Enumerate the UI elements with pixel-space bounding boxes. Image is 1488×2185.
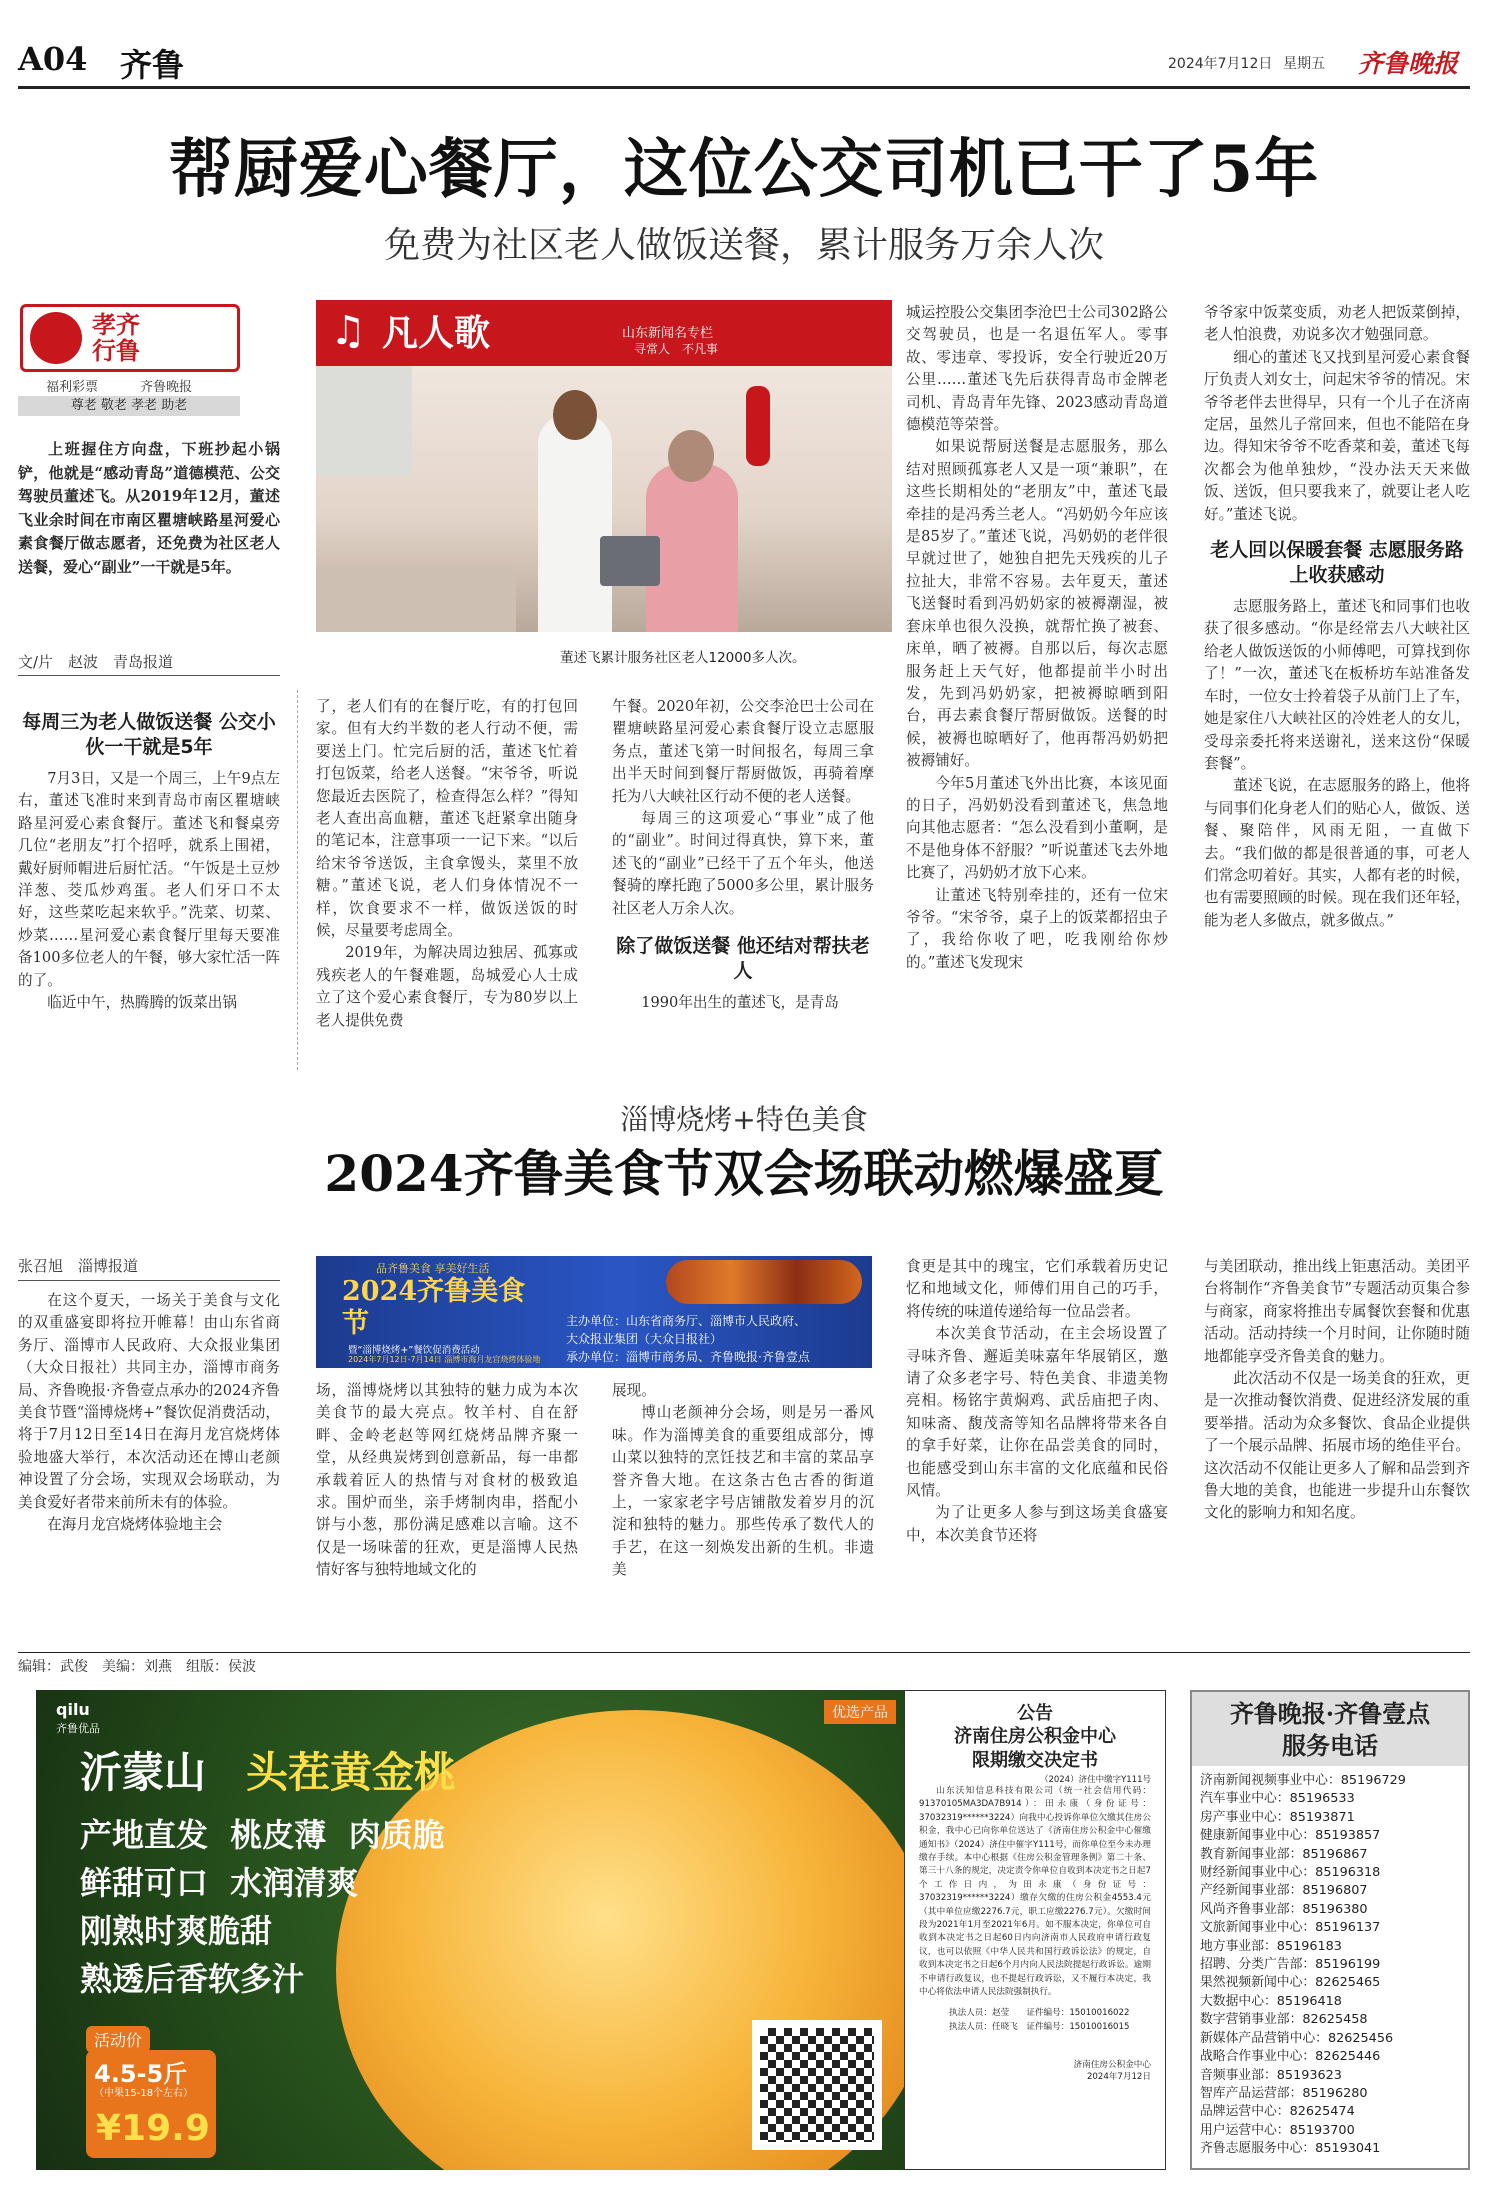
hotline-item: 财经新闻事业中心：85196318 <box>1200 1865 1381 1881</box>
article1-column-2: 了，老人们有的在餐厅吃，有的打包回家。但有大约半数的老人行动不便，需要送上门。忙完后厨的活，董述飞忙着打包饭菜，给老人送餐。“宋爷爷，听说您最近去医院了，检查得怎么样？”得知老人查出高血糖，董述飞赶紧拿出随身的笔记本，注意事项一一记下来。“以后给宋爷爷送饭，主食拿馒头，菜里不放糖。”董述飞说，老人们身体情况不一样，饮食要求不一样，做饭送饭的时候，尽量要考虑周全。 2019年，为解决周边独居、孤寡或残疾老人的午餐难题，岛城爱心人士成立了这个爱心素食餐厅，专为80岁以上老人提供免费 <box>316 698 578 1029</box>
notice-officer-1: 执法人员：赵莹 证件编号：15010016022 <box>949 2007 1130 2018</box>
driver-head <box>553 390 597 440</box>
masthead-rule <box>18 86 1470 89</box>
foodfest-banner <box>316 1256 872 1368</box>
article1-column-1: 每周三为老人做饭送餐 公交小伙一干就是5年 7月3日，又是一个周三，上午9点左右，董述飞准时来到青岛市南区瞿塘峡路星河爱心素食餐厅。董述飞和餐桌旁几位“老朋友”打个招呼，就系上围裙，戴好厨师帽进后厨忙活。“午饭是土豆炒洋葱、茭瓜炒鸡蛋。老人们牙口不太好，这些菜吃起来软乎。”洗菜、切菜、炒菜……星河爱心素食餐厅里每天要准备100多位老人的午餐，够大家忙活一阵的了。 临近中午，热腾腾的饭菜出锅 <box>18 711 280 1012</box>
banner-title: 凡人歌 <box>382 312 491 354</box>
paper-logo: 齐鲁晚报 <box>1358 49 1459 78</box>
foodfest-organizer-2: 大众报业集团（大众日报社） <box>566 1332 723 1346</box>
article1-headline: 帮厨爱心餐厅，这位公交司机已干了5年 <box>168 132 1320 207</box>
article1-byline: 文/片 赵波 青岛报道 <box>18 653 174 671</box>
hotline-item: 战略合作事业中心：82625446 <box>1200 2049 1381 2065</box>
music-note-icon: ♫ <box>330 308 366 354</box>
ad-selling-point-2: 鲜甜可口 水润清爽 <box>80 1864 359 1902</box>
notice-label: 公告 <box>1017 1703 1053 1724</box>
badge-org-lottery: 福利彩票 <box>46 380 99 395</box>
article2-column-1: 在这个夏天，一场关于美食与文化的双重盛宴即将拉开帷幕！由山东省商务厅、淄博市人民政府、大众报业集团（大众日报社）共同主办，淄博市商务局、齐鲁晚报·齐鲁壹点承办的2024齐鲁美食节暨“淄博烧烤+”餐饮促消费活动，将于7月12日至14日在海月龙宫烧烤体验地盛大举行，本次活动还在博山老颜神设置了分会场，实现双会场联动，为美食爱好者带来前所未有的体验。 在海月龙宫烧烤体验地主会 <box>18 1292 280 1534</box>
hotline-item: 智库产品运营部：85196280 <box>1200 2085 1368 2101</box>
meal-bag <box>600 536 660 586</box>
lantern-decoration <box>746 386 770 466</box>
notice-date: 2024年7月12日 <box>1086 2071 1151 2082</box>
notice-title-1: 济南住房公积金中心 <box>954 1726 1116 1747</box>
qilu-logo-sub: 齐鲁优品 <box>56 1722 100 1735</box>
article2-kicker: 淄博烧烤+特色美食 <box>620 1103 868 1136</box>
hotline-item: 文旅新闻事业中心：85196137 <box>1200 1920 1381 1936</box>
fanrenge-banner <box>316 300 892 366</box>
notice-signature: 济南住房公积金中心 <box>1073 2059 1151 2070</box>
qr-code[interactable] <box>752 2020 882 2150</box>
ad-title-origin: 沂蒙山 <box>80 1748 207 1797</box>
hotline-item: 齐鲁志愿服务中心：85193041 <box>1200 2141 1381 2157</box>
banner-tag-slogan: 寻常人 不凡事 <box>634 342 719 356</box>
article2-column-3: 展现。 博山老颜神分会场，则是另一番风味。作为淄博美食的重要组成部分，博山菜以独特的烹饪技艺和丰富的菜品享誉齐鲁大地。在这条古色古香的街道上，一家家老字号店铺散发着岁月的沉淀和独特的魅力。那些传承了数代人的手艺，在这一刻焕发出新的生机。非遗美 <box>612 1382 874 1579</box>
corner-tag: 优选产品 <box>824 1700 896 1724</box>
hotline-item: 济南新闻视频事业中心：85196729 <box>1200 1773 1406 1788</box>
foodfest-organizer-1: 主办单位：山东省商务厅、淄博市人民政府、 <box>566 1314 807 1328</box>
badge-slogan: 尊老 敬老 孝老 助老 <box>18 396 240 416</box>
article2-headline: 2024齐鲁美食节双会场联动燃爆盛夏 <box>324 1144 1164 1203</box>
notice-title-2: 限期缴交决定书 <box>972 1750 1098 1771</box>
foodfest-dates: 2024年7月12日-7月14日 淄博市海月龙宫烧烤体验地 <box>348 1355 541 1364</box>
hotline-item: 产经新闻事业部：85196807 <box>1200 1883 1368 1899</box>
peach-ad <box>36 1690 904 2170</box>
section-name: 齐鲁 <box>120 46 185 84</box>
hotline-item: 音频事业部：85193623 <box>1200 2067 1342 2083</box>
qilu-logo: qilu <box>56 1700 90 1719</box>
notice-body: 山东沃知信息科技有限公司（统一社会信用代码：91370105MA3DA7B914）：田永康（身份证号：37032319******3224）向我中心投诉你单位欠缴其住房公积金，我中心已向你单位送达了《济南住房公积金中心催缴通知书》（2024）济住中催字Y111号，而你单位至今未办理缴存手续。本中心根据《住房公积金管理条例》第二十条、第三十八条的规定，决定责令你单位自收到本决定书之日起7个工作日内，为田永康（身份证号：37032319******3224）缴存欠缴的住房公积金4553.4元（其中单位应缴2276.7元，职工应缴2276.7元）。欠缴时间段为2021年1月至2021年6月。如不服本决定，你单位可自收到本决定书之日起60日内向济南市人民政府申请行政复议，也可以依照《中华人民共和国行政诉讼法》的规定，自收到本决定书之日起6个月内向人民法院提起行政诉讼。逾期不申请行政复议，也不提起行政诉讼，又不履行本决定，我中心将依法申请人民法院强制执行。 <box>919 1786 1151 1998</box>
hotline-item: 用户运营中心：85193700 <box>1200 2122 1355 2138</box>
article2-column-4: 食更是其中的瑰宝，它们承载着历史记忆和地域文化，师傅们用自己的巧手，将传统的味道传递给每一位品尝者。 本次美食节活动，在主会场设置了寻味齐鲁、邂逅美味嘉年华展销区，邀请了众多老字号、特色美食、非遗美物亮相。杨铭宇黄焖鸡、武岳庙把子肉、知味斋、馥茂斋等知名品牌将带来各自的拿手好菜，让你在品尝美食的同时，也能感受到山东丰富的文化底蕴和民俗风情。 为了让更多人参与到这场美食盛宴中，本次美食节还将 <box>906 1258 1168 1544</box>
price-label-badge: 活动价 <box>86 2026 150 2053</box>
hotline-title-2: 服务电话 <box>1282 1731 1378 1760</box>
hotline-item: 地方事业部：85196183 <box>1200 1938 1342 1954</box>
ad-selling-point-4: 熟透后香软多汁 <box>80 1960 305 1998</box>
notice-doc-no: （2024）济住中缴字Y111号 <box>1039 1775 1151 1785</box>
article2-column-5: 与美团联动，推出线上钜惠活动。美团平台将制作“齐鲁美食节”专题活动页集合参与商家，商家将推出专属餐饮套餐和优惠活动。活动持续一个月时间，让你随时随地都能享受齐鲁美食的魅力。 此次活动不仅是一场美食的狂欢，更是一次推动餐饮消费、促进经济发展的重要举措。活动为众多餐饮、食品企业提供了一个展示品牌、拓展市场的绝佳平台。这次活动不仅能让更多人了解和品尝到齐鲁大地的美食，也能进一步提升山东餐饮文化的影响力和知名度。 <box>1204 1258 1470 1522</box>
hotline-list <box>1192 1766 1468 2159</box>
hotline-item: 健康新闻事业中心：85193857 <box>1200 1828 1381 1844</box>
hotline-title-1: 齐鲁晚报·齐鲁壹点 <box>1229 1699 1431 1728</box>
column-divider <box>297 690 298 1070</box>
hotline-item: 招聘、分类广告部：85196199 <box>1200 1957 1381 1973</box>
photo-caption: 董述飞累计服务社区老人12000多人次。 <box>560 650 806 666</box>
foodfest-top-slogan: 品齐鲁美食 享美好生活 <box>376 1262 490 1275</box>
issue-weekday: 星期五 <box>1283 56 1325 72</box>
byline-rule-2 <box>18 1280 280 1281</box>
badge-title: 孝齐行鲁 <box>92 310 140 365</box>
foodfest-title: 2024齐鲁美食节 <box>342 1276 526 1339</box>
hotline-item: 房产事业中心：85193871 <box>1200 1809 1355 1825</box>
price-count: （中果15-18个左右） <box>94 2088 194 2099</box>
hotline-item: 品牌运营中心：82625474 <box>1200 2104 1355 2120</box>
article1-column-3: 午餐。2020年初，公交李沧巴士公司在瞿塘峡路星河爱心素食餐厅设立志愿服务点，董述飞第一时间报名，每周三拿出半天时间到餐厅帮厨做饭，再骑着摩托为八大峡社区行动不便的老人送餐。 每周三的这项爱心“事业”成了他的“副业”。时间过得真快，算下来，董述飞的“副业”已经干了五个年头，他送餐骑的摩托跑了5000多公里，累计服务社区老人万余人次。 除了做饭送餐 他还结对帮扶老人 1990年出生的董述飞，是青岛 <box>612 698 874 1012</box>
ad-title-product: 头茬黄金桃 <box>246 1748 457 1797</box>
window-cutout <box>316 366 412 476</box>
price-value: ¥19.9 <box>96 2108 210 2149</box>
page-number: A04 <box>18 40 88 78</box>
editors-rule-top <box>18 1652 1470 1653</box>
ad-selling-point-3: 刚熟时爽脆甜 <box>80 1912 273 1950</box>
ad-selling-point-1: 产地直发 桃皮薄 肉质脆 <box>80 1816 445 1854</box>
article1-column-4: 城运控股公交集团李沧巴士公司302路公交驾驶员，也是一名退伍军人。零事故、零违章、零投诉，安全行驶近20万公里……董述飞先后获得青岛市金牌老司机、青岛青年先锋、2023感动青岛道德模范等荣誉。 如果说帮厨送餐是志愿服务，那么结对照顾孤寡老人又是一项“兼职”，在这些长期相处的“老朋友”中，董述飞最牵挂的是冯秀兰老人。“冯奶奶今年应该是85岁了。”董述飞说，冯奶奶的老伴很早就过世了，她独自把先天残疾的儿子拉扯大，非常不容易。去年夏天，董述飞送餐时看到冯奶奶家的被褥潮湿，被套床单也很久没换，就帮忙换了被套、床单，晒了被褥。自那以后，每次志愿服务赶上天气好，他都提前半小时出发，先到冯奶奶家，把被褥晾晒到阳台，再去素食餐厅帮厨做饭。送餐的时候，被褥也晾晒好了，他再帮冯奶奶把被褥铺好。 今年5月董述飞外出比赛，本该见面的日子，冯奶奶没看到董述飞，焦急地向其他志愿者：“怎么没看到小董啊，是不是他身体不舒服？”听说董述飞去外地比赛了，冯奶奶才放下心来。 让董述飞特别牵挂的，还有一位宋爷爷。“宋爷爷，桌子上的饭菜都招虫子了，我给你收了吧，吃我刚给你炒的。”董述飞发现宋 <box>906 304 1168 971</box>
editors-credit: 编辑：武俊 美编：刘燕 组版：侯波 <box>18 1659 256 1675</box>
hotline-item: 汽车事业中心：85196533 <box>1200 1791 1355 1807</box>
article1-lead: 上班握住方向盘，下班抄起小锅铲，他就是“感动青岛”道德模范、公交驾驶员董述飞。从2019年12月，董述飞业余时间在市南区瞿塘峡路星河爱心素食餐厅做志愿者，还免费为社区老人送餐，爱心“副业”一干就是5年。 <box>18 440 280 576</box>
article1-subheadline: 免费为社区老人做饭送餐，累计服务万余人次 <box>383 225 1104 266</box>
hotline-item: 数字营销事业部：82625458 <box>1200 2012 1368 2028</box>
price-weight: 4.5-5斤 <box>94 2060 188 2088</box>
article1-column-5: 爷爷家中饭菜变质，劝老人把饭菜倒掉，老人怕浪费，劝说多次才勉强同意。 细心的董述飞又找到星河爱心素食餐厅负责人刘女士，问起宋爷爷的情况。宋爷爷老伴去世得早，只有一个儿子在济南定居，虽然儿子常回来，但也不能陪在身边。得知宋爷爷不吃香菜和姜，董述飞每次都会为他单独炒，“没办法天天来做饭、送饭，但只要我来了，就要让老人吃好。”董述飞说。 老人回以保暖套餐 志愿服务路上收获感动 志愿服务路上，董述飞和同事们也收获了很多感动。“你是经常去八大峡社区给老人做饭送饭的小师傅吧，可算找到你了！”一次，董述飞在板桥坊车站准备发车时，一位女士拎着袋子从前门上了车，她是家住八大峡社区的冷姓老人的女儿，受母亲委托将来送谢礼，送来这份“保暖套餐”。 董述飞说，在志愿服务的路上，他将与同事们化身老人们的贴心人，做饭、送餐、聚陪伴，风雨无阻，一直做下去。“我们做的都是很普通的事，可老人们常念叨着好。其实，人都有老的时候，也有需要照顾的时候。现在我们还年轻，能为老人多做点，就多做点。” <box>1204 304 1470 929</box>
article2-column-2: 场，淄博烧烤以其独特的魅力成为本次美食节的最大亮点。牧羊村、自在舒畔、金岭老赵等网红烧烤品牌齐聚一堂，从经典炭烤到创意新品，每一串都承载着匠人的热情与对食材的极致追求。围炉而坐，亲手烤制肉串，搭配小饼与小葱，那份满足感难以言喻。这不仅是一场味蕾的狂欢，更是淄博人民热情好客与独特地域文化的 <box>316 1382 578 1579</box>
elder-head <box>668 430 714 482</box>
hotline-item: 大数据中心：85196418 <box>1200 1993 1342 2009</box>
hotline-item: 新媒体产品营销中心：82625456 <box>1200 2030 1394 2046</box>
hotline-item: 教育新闻事业部：85196867 <box>1200 1846 1368 1862</box>
article2-byline: 张召旭 淄博报道 <box>18 1257 139 1275</box>
byline-rule <box>18 675 280 676</box>
xiaoqi-badge <box>18 300 244 418</box>
driver-figure <box>538 414 612 632</box>
foodfest-organizer-3: 承办单位：淄博市商务局、齐鲁晚报·齐鲁壹点 <box>566 1350 810 1364</box>
issue-date: 2024年7月12日 <box>1168 56 1273 72</box>
dining-table <box>316 566 516 632</box>
hotline-item: 果然视频新闻中心：82625465 <box>1200 1975 1381 1991</box>
hotline-item: 风尚齐鲁事业部：85196380 <box>1200 1901 1368 1917</box>
foodfest-subtitle: 暨“淄博烧烤+”餐饮促消费活动 <box>348 1345 480 1356</box>
notice-box <box>904 1690 1166 2170</box>
notice-officer-2: 执法人员：任晓飞 证件编号：15010016015 <box>949 2021 1130 2032</box>
hotline-box <box>1190 1690 1470 2170</box>
lottery-logo-icon <box>30 312 82 364</box>
article1-photo <box>316 366 892 632</box>
food-platter-graphic <box>666 1260 862 1304</box>
hotline-header <box>1192 1692 1468 1766</box>
badge-org-paper: 齐鲁晚报 <box>140 380 193 395</box>
banner-tag-column: 山东新闻名专栏 <box>622 326 714 341</box>
